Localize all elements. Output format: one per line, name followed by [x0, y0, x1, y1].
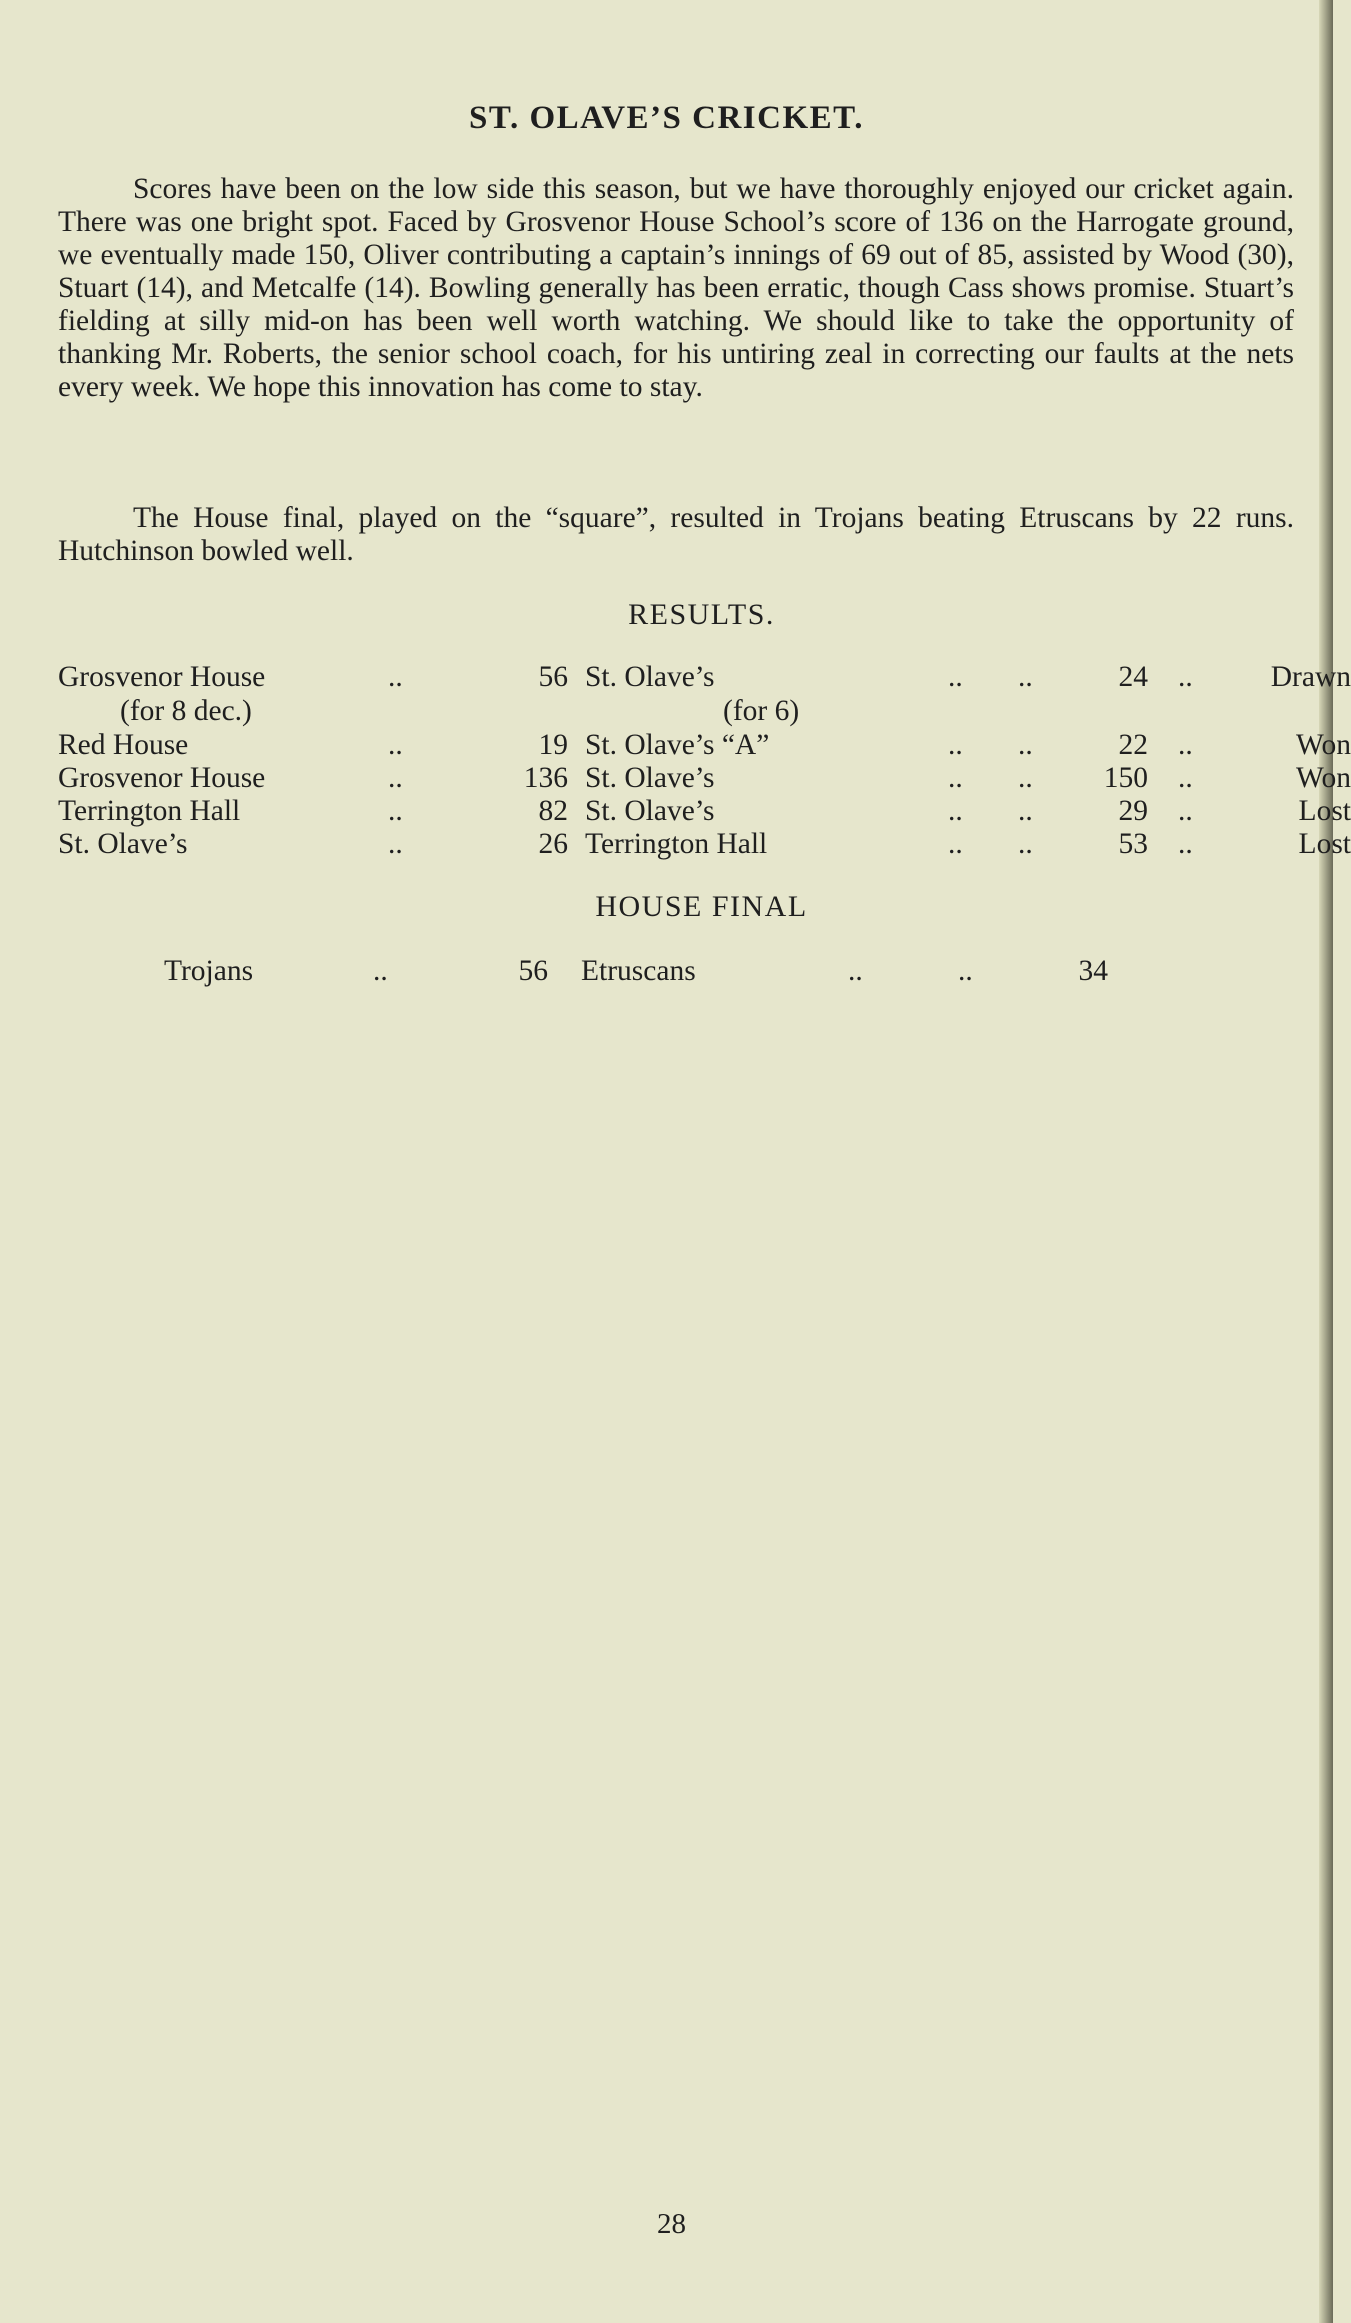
- match-result: Lost: [1298, 828, 1351, 860]
- leader-dots: ..: [1018, 795, 1033, 827]
- final-opponent-name: Etruscans: [581, 955, 696, 987]
- opponent-score: 22: [1118, 729, 1148, 761]
- leader-dots: ..: [388, 828, 403, 860]
- final-team-score: 56: [518, 955, 548, 987]
- team-score: 82: [538, 795, 568, 827]
- team-note: (for 8 dec.): [120, 695, 252, 727]
- leader-dots: ..: [948, 661, 963, 693]
- leader-dots: ..: [1178, 729, 1193, 761]
- opponent-note: (for 6): [723, 695, 800, 727]
- leader-dots: ..: [388, 795, 403, 827]
- leader-dots: ..: [1018, 762, 1033, 794]
- leader-dots: ..: [1018, 729, 1033, 761]
- leader-dots: ..: [388, 762, 403, 794]
- opponent-name: St. Olave’s: [585, 661, 715, 693]
- leader-dots: ..: [373, 955, 388, 987]
- house-final-heading: HOUSE FINAL: [595, 890, 808, 923]
- page-edge-shadow: [1319, 0, 1333, 2323]
- page-number: 28: [657, 2208, 686, 2240]
- results-row: [58, 661, 1351, 729]
- final-team-name: Trojans: [164, 955, 254, 987]
- results-row: [58, 828, 1351, 861]
- leader-dots: ..: [1178, 795, 1193, 827]
- final-opponent-score: 34: [1078, 955, 1108, 987]
- results-heading: RESULTS.: [628, 598, 775, 631]
- team-name: Terrington Hall: [58, 795, 241, 827]
- leader-dots: ..: [1178, 828, 1193, 860]
- results-row: [58, 729, 1351, 762]
- team-name: Grosvenor House: [58, 762, 266, 794]
- leader-dots: ..: [848, 955, 863, 987]
- match-result: Lost: [1298, 795, 1351, 827]
- leader-dots: ..: [1178, 762, 1193, 794]
- match-result: Drawn: [1270, 661, 1351, 693]
- leader-dots: ..: [948, 729, 963, 761]
- opponent-name: St. Olave’s “A”: [585, 729, 770, 761]
- results-table: [58, 661, 1351, 861]
- team-name: Grosvenor House: [58, 661, 266, 693]
- house-final-row: [58, 955, 1308, 988]
- leader-dots: ..: [948, 828, 963, 860]
- opponent-score: 29: [1118, 795, 1148, 827]
- opponent-name: St. Olave’s: [585, 795, 715, 827]
- page-title: ST. OLAVE’S CRICKET.: [469, 100, 864, 136]
- team-name: Red House: [58, 729, 189, 761]
- team-score: 26: [538, 828, 568, 860]
- report-paragraph: Scores have been on the low side this season, but we have thoroughly enjoyed our cricket again. There was one bright spot. Faced by Grosvenor House School’s score of 136 on the Harrogate ground, we eventually made 150, Oliver contributing a captain’s innings of 69 out of 85, assisted by Wood (30), Stuart (14), and Metcalfe (14). Bowling generally has been erratic, though Cass shows promise. Stuart’s fielding at silly mid-on has been well worth watching. We should like to take the opportunity of thanking Mr. Roberts, the senior school coach, for his untiring zeal in correcting our faults at the nets every week. We hope this innovation has come to stay.: [58, 173, 1294, 403]
- leader-dots: ..: [388, 661, 403, 693]
- house-final-paragraph: The House final, played on the “square”, resulted in Trojans beating Etruscans by 22 runs. Hutchinson bowled well.: [58, 502, 1294, 567]
- leader-dots: ..: [1018, 828, 1033, 860]
- leader-dots: ..: [948, 762, 963, 794]
- opponent-score: 150: [1103, 762, 1148, 794]
- leader-dots: ..: [958, 955, 973, 987]
- leader-dots: ..: [1178, 661, 1193, 693]
- match-result: Won: [1296, 729, 1351, 761]
- match-result: Won: [1296, 762, 1351, 794]
- opponent-score: 53: [1118, 828, 1148, 860]
- leader-dots: ..: [1018, 661, 1033, 693]
- house-final-table: [58, 955, 1308, 988]
- team-score: 136: [523, 762, 568, 794]
- team-score: 56: [538, 661, 568, 693]
- results-row: [58, 762, 1351, 795]
- leader-dots: ..: [388, 729, 403, 761]
- leader-dots: ..: [948, 795, 963, 827]
- team-name: St. Olave’s: [58, 828, 188, 860]
- team-score: 19: [538, 729, 568, 761]
- opponent-name: St. Olave’s: [585, 762, 715, 794]
- opponent-score: 24: [1118, 661, 1148, 693]
- opponent-name: Terrington Hall: [585, 828, 768, 860]
- results-row: [58, 795, 1351, 828]
